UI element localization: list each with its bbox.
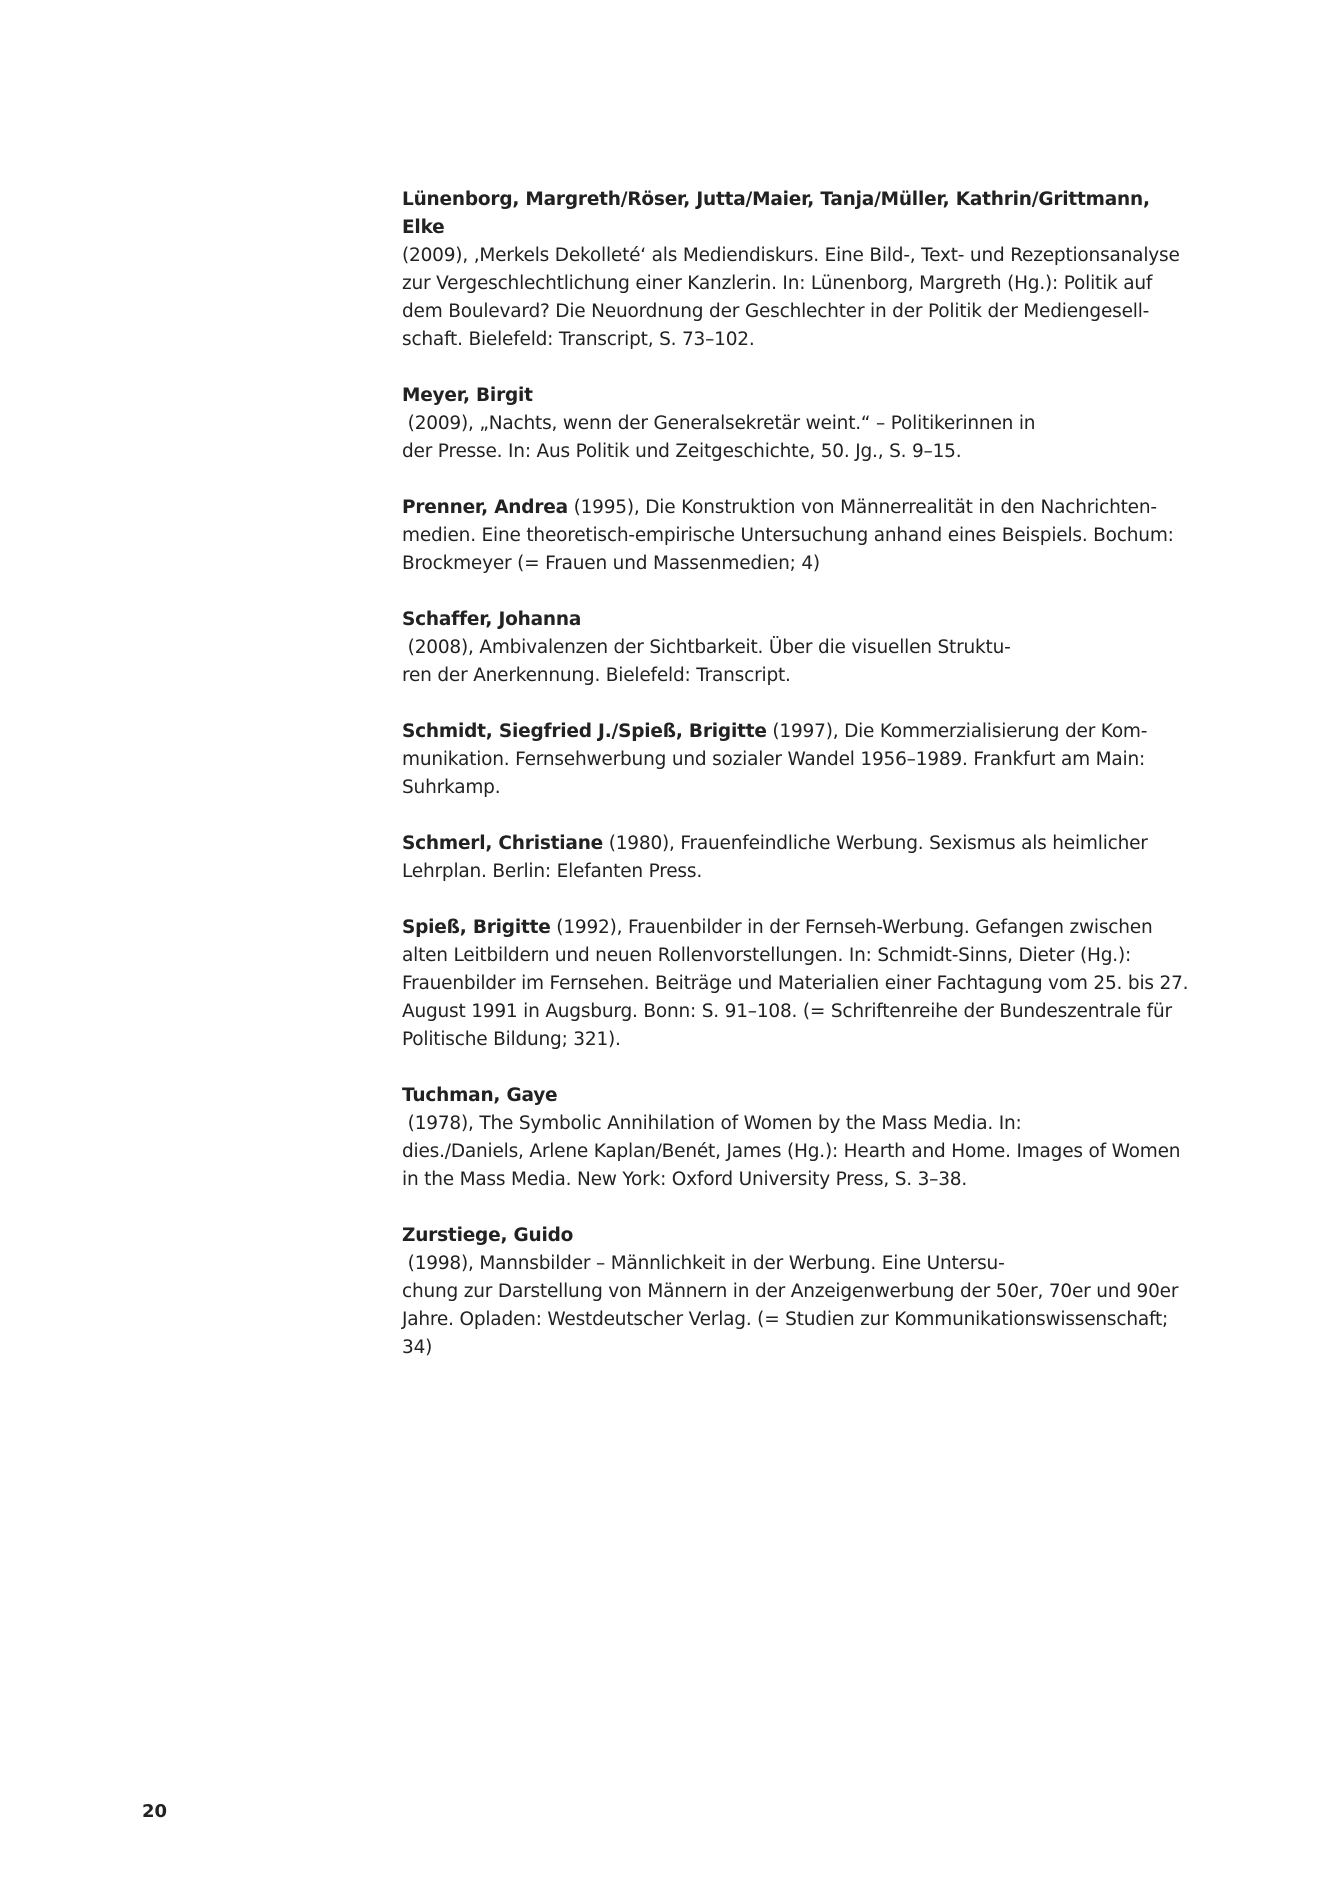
reference-line — [402, 1166, 1162, 1194]
reference-entry — [402, 1082, 1181, 1194]
reference-line — [402, 606, 1162, 662]
reference-text: chung zur Darstellung von Männern in der Anzeigenwerbung der 50er, 70er und 90er — [402, 1281, 1179, 1302]
reference-entry — [402, 914, 1189, 1054]
reference-text: Brockmeyer (= Frauen und Massenmedien; 4) — [402, 553, 820, 574]
reference-entry — [402, 1222, 1179, 1362]
reference-author: Tuchman, Gaye — [402, 1085, 558, 1106]
reference-text: (1978), The Symbolic Annihilation of Women by the Mass Media. In: — [402, 1113, 1022, 1134]
reference-line — [402, 242, 1180, 270]
reference-line — [402, 858, 1162, 886]
reference-text: Lehrplan. Berlin: Elefanten Press. — [402, 861, 702, 882]
reference-text: (1997), Die Kommerzialisierung der Kom- — [766, 721, 1148, 742]
reference-text: 34) — [402, 1337, 433, 1358]
reference-author: Zurstiege, Guido — [402, 1225, 574, 1246]
reference-author: Lünenborg, Margreth/Röser, Jutta/Maier, Tanja/Müller, Kathrin/Grittmann, Elke — [402, 189, 1150, 238]
reference-text: Politische Bildung; 321). — [402, 1029, 621, 1050]
reference-line — [402, 718, 1162, 746]
reference-line — [402, 438, 1162, 466]
reference-line — [402, 746, 1162, 774]
reference-text: (2009), „Nachts, wenn der Generalsekretär weint.“ – Politikerinnen in — [402, 413, 1036, 434]
reference-line — [402, 1138, 1181, 1166]
reference-text: dies./Daniels, Arlene Kaplan/Benét, James (Hg.): Hearth and Home. Images of Women — [402, 1141, 1181, 1162]
reference-line — [402, 382, 1162, 438]
reference-author: Spieß, Brigitte — [402, 917, 551, 938]
reference-line — [402, 522, 1174, 550]
reference-text: dem Boulevard? Die Neuordnung der Geschlechter in der Politik der Mediengesell- — [402, 301, 1150, 322]
reference-line — [402, 1026, 1162, 1054]
reference-text: (1998), Mannsbilder – Männlichkeit in der Werbung. Eine Untersu- — [402, 1253, 1005, 1274]
reference-text: ren der Anerkennung. Bielefeld: Transcript. — [402, 665, 791, 686]
reference-line — [402, 1334, 1162, 1362]
reference-author: Schmidt, Siegfried J./Spieß, Brigitte — [402, 721, 767, 742]
reference-line — [402, 326, 1162, 354]
reference-line — [402, 830, 1162, 858]
reference-line — [402, 970, 1189, 998]
reference-line — [402, 270, 1162, 298]
reference-author: Meyer, Birgit — [402, 385, 533, 406]
reference-entry — [402, 186, 1180, 354]
reference-author: Schmerl, Christiane — [402, 833, 604, 854]
reference-entry — [402, 382, 1162, 466]
reference-text: August 1991 in Augsburg. Bonn: S. 91–108. (= Schriftenreihe der Bundeszentrale für — [402, 1001, 1172, 1022]
reference-text: der Presse. In: Aus Politik und Zeitgeschichte, 50. Jg., S. 9–15. — [402, 441, 962, 462]
reference-line — [402, 914, 1162, 942]
reference-line — [402, 1278, 1179, 1306]
reference-line — [402, 662, 1162, 690]
reference-line — [402, 550, 1162, 578]
reference-line — [402, 1222, 1162, 1278]
reference-text: (2008), Ambivalenzen der Sichtbarkeit. Über die visuellen Struktu- — [402, 637, 1011, 658]
reference-line — [402, 942, 1162, 970]
reference-text: zur Vergeschlechtlichung einer Kanzlerin. In: Lünenborg, Margreth (Hg.): Politik auf — [402, 273, 1153, 294]
reference-text: (1995), Die Konstruktion von Männerrealität in den Nachrichten- — [567, 497, 1157, 518]
reference-text: Jahre. Opladen: Westdeutscher Verlag. (= Studien zur Kommunikationswissenschaft; — [402, 1309, 1169, 1330]
reference-author: Prenner, Andrea — [402, 497, 568, 518]
reference-entry — [402, 830, 1162, 886]
reference-entry — [402, 718, 1162, 802]
page-number: 20 — [142, 1801, 168, 1822]
reference-entry — [402, 494, 1174, 578]
reference-text: in the Mass Media. New York: Oxford University Press, S. 3–38. — [402, 1169, 968, 1190]
reference-line — [402, 298, 1162, 326]
reference-line — [402, 1306, 1169, 1334]
reference-text: alten Leitbildern und neuen Rollenvorstellungen. In: Schmidt-Sinns, Dieter (Hg.): — [402, 945, 1132, 966]
reference-text: (2009), ‚Merkels Dekolleté‘ als Mediendiskurs. Eine Bild-, Text- und Rezeptionsanalyse — [402, 245, 1180, 266]
reference-text: Frauenbilder im Fernsehen. Beiträge und Materialien einer Fachtagung vom 25. bis 27. — [402, 973, 1189, 994]
reference-list — [402, 186, 1189, 1390]
reference-text: Suhrkamp. — [402, 777, 501, 798]
reference-entry — [402, 606, 1162, 690]
reference-line — [402, 774, 1162, 802]
reference-line — [402, 998, 1172, 1026]
reference-text: (1980), Frauenfeindliche Werbung. Sexismus als heimlicher — [603, 833, 1148, 854]
reference-line — [402, 186, 1162, 242]
reference-text: medien. Eine theoretisch-empirische Untersuchung anhand eines Beispiels. Bochum: — [402, 525, 1174, 546]
reference-line — [402, 1082, 1162, 1138]
reference-author: Schaffer, Johanna — [402, 609, 582, 630]
reference-text: schaft. Bielefeld: Transcript, S. 73–102. — [402, 329, 755, 350]
reference-text: munikation. Fernsehwerbung und sozialer Wandel 1956–1989. Frankfurt am Main: — [402, 749, 1146, 770]
reference-line — [402, 494, 1162, 522]
reference-text: (1992), Frauenbilder in der Fernseh-Werbung. Gefangen zwischen — [550, 917, 1153, 938]
